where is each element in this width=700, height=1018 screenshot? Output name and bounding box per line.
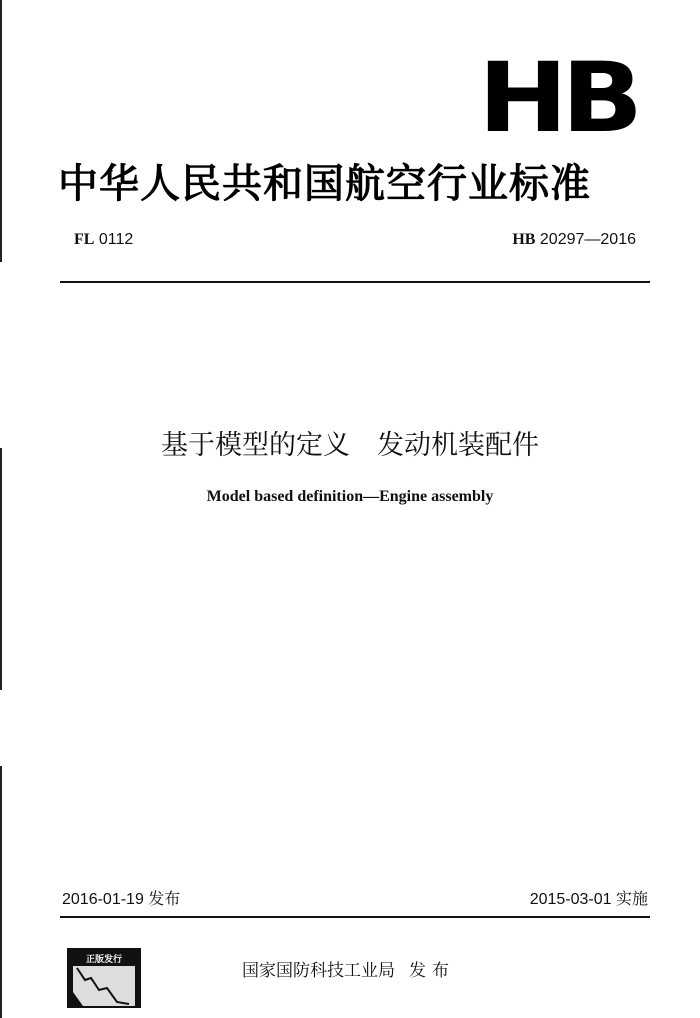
footer-divider bbox=[60, 916, 650, 918]
classification-prefix: FL bbox=[74, 231, 95, 248]
authenticity-stamp bbox=[67, 948, 141, 1008]
stamp-label: 正版发行 bbox=[85, 955, 122, 965]
standard-number bbox=[512, 231, 636, 249]
publisher-line bbox=[242, 956, 455, 981]
standard-prefix: HB bbox=[512, 231, 536, 248]
header-divider bbox=[60, 281, 650, 283]
scan-edge-line bbox=[0, 766, 2, 1018]
standard-number-value: 20297—2016 bbox=[539, 231, 636, 248]
organization-title: 中华人民共和国航空行业标准 bbox=[58, 161, 591, 207]
scan-edge-line bbox=[0, 0, 2, 262]
publisher-name: 国家国防科技工业局 bbox=[242, 961, 395, 981]
hb-logo: HB bbox=[478, 42, 637, 154]
issue-date: 2016-01-19 发布 bbox=[62, 891, 181, 908]
publish-word: 发布 bbox=[409, 961, 455, 981]
classification-code bbox=[74, 231, 133, 249]
document-title-english: Model based definition—Engine assembly bbox=[206, 488, 494, 505]
stamp-pattern-icon bbox=[73, 966, 135, 1006]
document-title-chinese: 基于模型的定义 发动机装配件 bbox=[161, 430, 539, 461]
scan-edge-line bbox=[0, 448, 2, 690]
classification-number: 0112 bbox=[98, 231, 134, 248]
implementation-date: 2015-03-01 实施 bbox=[529, 891, 648, 908]
